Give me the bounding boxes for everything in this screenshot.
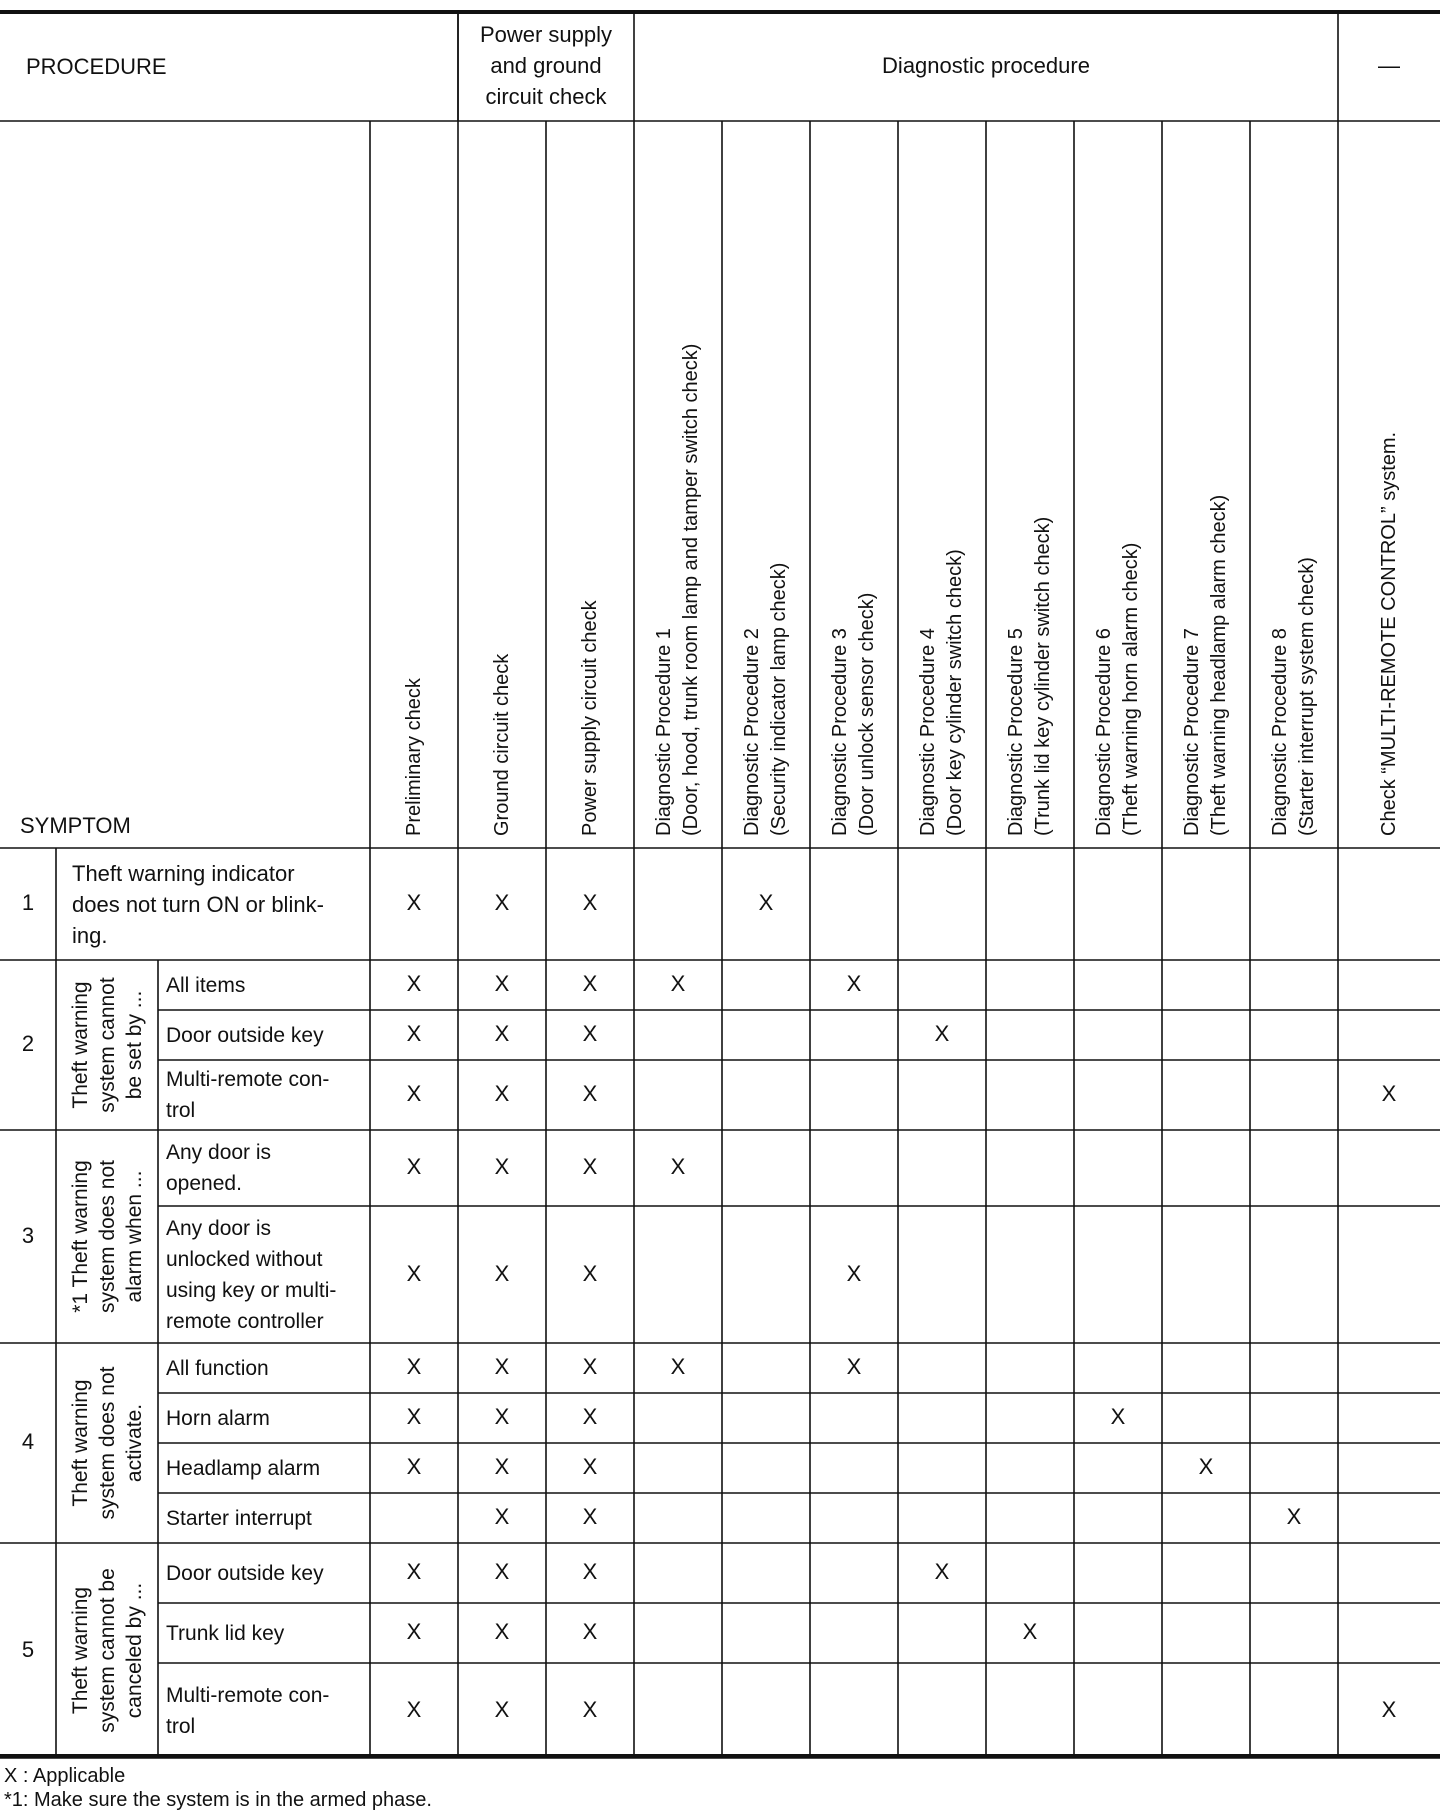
column-header: Diagnostic Procedure 7 (Theft warning headlamp alarm check) (1181, 494, 1230, 836)
symptom-row-label: Starter interrupt (166, 1506, 312, 1530)
symptom-label: SYMPTOM (20, 813, 131, 838)
applicable-mark: X (494, 1404, 510, 1429)
applicable-mark: X (758, 890, 774, 915)
symptom-number: 1 (21, 890, 35, 915)
applicable-mark: X (582, 1619, 598, 1644)
column-header: Diagnostic Procedure 3 (Door unlock sensor check) (829, 592, 878, 836)
applicable-mark: X (494, 1619, 510, 1644)
footnote: *1: Make sure the system is in the armed phase. (4, 1789, 432, 1811)
symptom-row-label: All items (166, 973, 246, 997)
header-group-diagnostic: Diagnostic procedure (882, 53, 1090, 78)
applicable-mark: X (582, 1260, 598, 1286)
applicable-mark: X (934, 1559, 950, 1584)
applicable-mark: X (406, 1619, 422, 1644)
applicable-mark: X (582, 1154, 598, 1179)
applicable-mark: X (846, 1354, 862, 1379)
applicable-mark: X (1022, 1619, 1038, 1644)
symptom-group-label: *1 Theft warning system does not alarm when ... (68, 1160, 146, 1313)
applicable-mark: X (406, 1260, 422, 1286)
applicable-mark: X (582, 1696, 598, 1722)
column-header: Diagnostic Procedure 2 (Security indicator lamp check) (741, 562, 790, 836)
applicable-mark: X (582, 1021, 598, 1046)
column-header: Diagnostic Procedure 1 (Door, hood, trunk room lamp and tamper switch check) (653, 343, 702, 836)
symptom-row-label: Any door is unlocked without using key or multi- remote controller (166, 1216, 337, 1333)
header-group-dash: — (1378, 53, 1400, 78)
applicable-mark: X (494, 971, 510, 996)
applicable-mark: X (846, 1260, 862, 1286)
applicable-mark: X (406, 1354, 422, 1379)
applicable-mark: X (1381, 1081, 1397, 1106)
header-group-power-supply: Power supply and ground circuit check (479, 22, 613, 109)
applicable-mark: X (670, 1354, 686, 1379)
applicable-mark: X (1381, 1696, 1397, 1722)
applicable-mark: X (494, 1354, 510, 1379)
applicable-mark: X (406, 1081, 422, 1106)
column-header: Ground circuit check (490, 653, 513, 836)
symptom-number: 4 (21, 1429, 35, 1454)
column-header: Diagnostic Procedure 8 (Starter interrupt system check) (1269, 557, 1318, 836)
applicable-mark: X (582, 1454, 598, 1479)
symptom-row-label: Multi-remote con- trol (166, 1683, 330, 1738)
applicable-mark: X (494, 1454, 510, 1479)
applicable-mark: X (582, 971, 598, 996)
column-header: Diagnostic Procedure 4 (Door key cylinder switch check) (917, 549, 966, 836)
applicable-mark: X (406, 971, 422, 996)
applicable-mark: X (670, 971, 686, 996)
applicable-mark: X (494, 1504, 510, 1529)
symptom-row-label: Door outside key (166, 1023, 324, 1047)
applicable-mark: X (582, 1081, 598, 1106)
applicable-mark: X (582, 1504, 598, 1529)
applicable-mark: X (494, 1559, 510, 1584)
symptom-group-label: Theft warning system cannot be canceled by ... (68, 1568, 146, 1733)
column-header: Check “MULTI-REMOTE CONTROL” system. (1377, 431, 1400, 836)
symptom-row-label: Headlamp alarm (166, 1456, 321, 1480)
symptom-row-label: Door outside key (166, 1561, 324, 1585)
applicable-mark: X (582, 1559, 598, 1584)
column-header: Diagnostic Procedure 5 (Trunk lid key cylinder switch check) (1005, 516, 1054, 836)
symptom-row-label: Trunk lid key (166, 1621, 285, 1645)
applicable-mark: X (494, 1021, 510, 1046)
applicable-mark: X (494, 1696, 510, 1722)
symptom-row-label: All function (166, 1356, 269, 1380)
applicable-mark: X (494, 1154, 510, 1179)
applicable-mark: X (1198, 1454, 1214, 1479)
applicable-mark: X (406, 1696, 422, 1722)
column-header: Diagnostic Procedure 6 (Theft warning horn alarm check) (1093, 542, 1142, 836)
symptom-row-label: Multi-remote con- trol (166, 1068, 330, 1122)
symptom-group-label: Theft warning system does not activate. (68, 1366, 146, 1520)
symptom-row-label: Any door is opened. (166, 1141, 272, 1195)
applicable-mark: X (494, 1260, 510, 1286)
procedure-label: PROCEDURE (26, 54, 167, 79)
applicable-mark: X (406, 890, 422, 915)
symptom-number: 5 (21, 1636, 35, 1662)
column-header: Power supply circuit check (578, 600, 601, 836)
applicable-mark: X (1110, 1404, 1126, 1429)
applicable-mark: X (406, 1454, 422, 1479)
legend-note: X : Applicable (4, 1765, 126, 1787)
applicable-mark: X (406, 1154, 422, 1179)
applicable-mark: X (406, 1021, 422, 1046)
applicable-mark: X (846, 971, 862, 996)
applicable-mark: X (934, 1021, 950, 1046)
applicable-mark: X (494, 1081, 510, 1106)
column-header: Preliminary check (402, 678, 425, 836)
symptom-number: 2 (21, 1031, 35, 1056)
applicable-mark: X (1286, 1504, 1302, 1529)
diagnostic-table-page (0, 10, 1440, 1811)
applicable-mark: X (582, 890, 598, 915)
applicable-mark: X (406, 1559, 422, 1584)
applicable-mark: X (582, 1354, 598, 1379)
symptom-row-label: Horn alarm (166, 1406, 270, 1430)
applicable-mark: X (670, 1154, 686, 1179)
symptom-group-label: Theft warning system cannot be set by ... (68, 977, 146, 1113)
applicable-mark: X (494, 890, 510, 915)
symptom-number: 3 (21, 1222, 35, 1248)
symptom-label: Theft warning indicator does not turn ON or blink- ing. (72, 860, 324, 948)
applicable-mark: X (582, 1404, 598, 1429)
applicable-mark: X (406, 1404, 422, 1429)
